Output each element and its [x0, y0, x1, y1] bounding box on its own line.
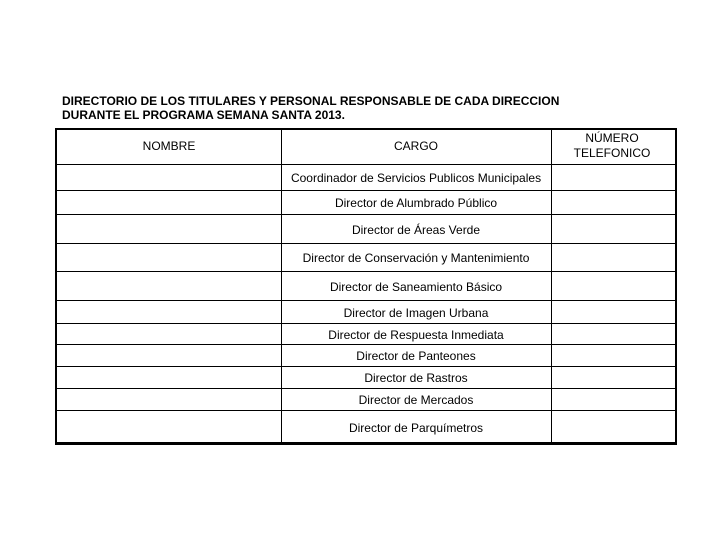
- header-cargo: CARGO: [393, 139, 438, 153]
- nombre-cell: [55, 214, 282, 244]
- nombre-cell: [55, 366, 282, 389]
- numero-cell: [551, 190, 677, 215]
- numero-cell: [551, 410, 677, 445]
- numero-cell: [551, 164, 677, 191]
- cargo-text: Director de Áreas Verde: [351, 223, 481, 237]
- header-nombre: NOMBRE: [142, 139, 196, 153]
- cargo-text: Director de Alumbrado Público: [334, 196, 498, 210]
- nombre-cell: [55, 344, 282, 367]
- cargo-text: Director de Panteones: [356, 349, 476, 363]
- nombre-cell: [55, 271, 282, 301]
- header-numero-line-1: NÚMERO: [585, 131, 639, 145]
- cargo-text: Director de Parquímetros: [348, 421, 484, 435]
- nombre-cell: [55, 388, 282, 411]
- document-title: [62, 94, 622, 122]
- numero-cell: [551, 344, 677, 367]
- nombre-cell: [55, 243, 282, 272]
- cargo-text: Director de Mercados: [358, 393, 474, 407]
- title-line-1: DIRECTORIO DE LOS TITULARES Y PERSONAL RESPONSABLE DE CADA DIRECCION: [62, 94, 560, 108]
- nombre-cell: [55, 300, 282, 324]
- cargo-text: Director de Rastros: [364, 371, 468, 385]
- nombre-cell: [55, 323, 282, 345]
- cargo-text: Director de Respuesta Inmediata: [328, 328, 504, 342]
- numero-cell: [551, 300, 677, 324]
- directory-table: [55, 128, 677, 444]
- nombre-cell: [55, 164, 282, 191]
- cargo-text: Coordinador de Servicios Publicos Municipales: [290, 171, 542, 185]
- numero-cell: [551, 271, 677, 301]
- numero-cell: [551, 388, 677, 411]
- header-numero-telefonico: [551, 131, 673, 161]
- nombre-cell: [55, 190, 282, 215]
- nombre-cell: [55, 410, 282, 445]
- numero-cell: [551, 214, 677, 244]
- header-numero-line-2: TELEFONICO: [573, 146, 651, 160]
- cargo-text: Director de Saneamiento Básico: [329, 280, 503, 294]
- title-line-2: DURANTE EL PROGRAMA SEMANA SANTA 2013.: [62, 108, 345, 122]
- cargo-text: Director de Conservación y Mantenimiento: [302, 251, 530, 265]
- cargo-text: Director de Imagen Urbana: [343, 306, 489, 320]
- numero-cell: [551, 323, 677, 345]
- numero-cell: [551, 243, 677, 272]
- numero-cell: [551, 366, 677, 389]
